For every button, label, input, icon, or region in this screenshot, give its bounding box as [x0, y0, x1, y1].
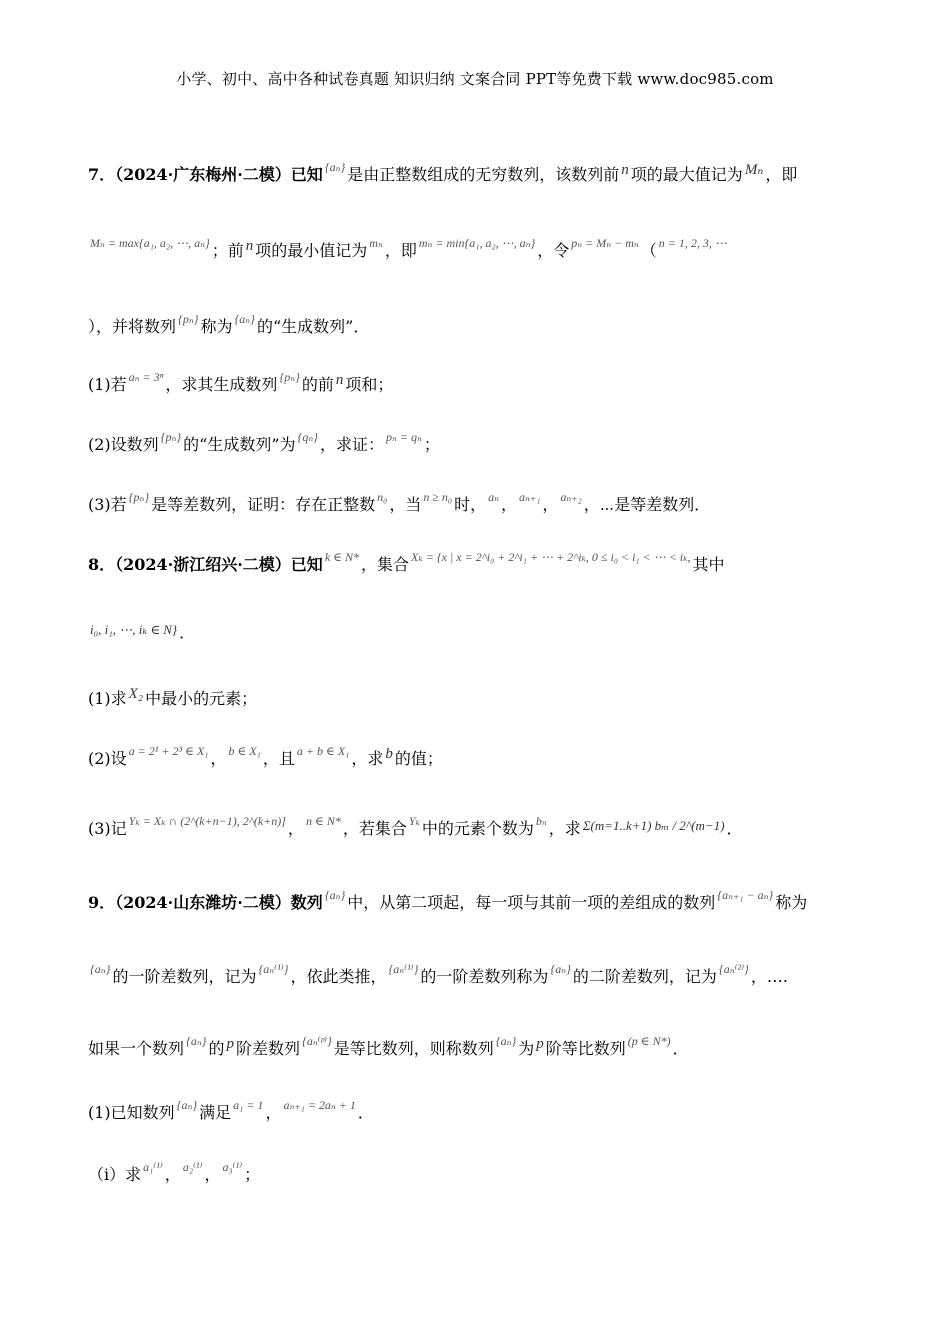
- page-header: 小学、初中、高中各种试卷真题 知识归纳 文案合同 PPT等免费下载 www.doc985.com: [176, 70, 774, 88]
- q8-part-3: (3)记 $^{Y_k = X_k \cap (2\^{}(k+n-1), 2\^{}(k+n)]}$ ， $^{n \in N*}$ ，若集合 $^{Y_k}$ 中的元素个数为 $^{b_n}$ ，求 $^{\Sigma(m=1..k+1) b_m / 2\^{}(m-1)}$ ．: [88, 814, 743, 838]
- q9-part-1: (1)已知数列 $^{\{a_n\}}$ 满足 $^{a_1 = 1}$ ， $^{a_{n+1} = 2a_n + 1}$ ．: [88, 1098, 374, 1122]
- q7-label: 7．（2024·广东梅州·二模）已知: [88, 165, 323, 184]
- q9-line-3: 如果一个数列 $^{\{a_n\}}$ 的 p 阶差数列 $^{\{a_n^(ᵖ^)\}}$ 是等比数列，则称数列 $^{\{a_n\}}$ 为 p 阶等比数列 $^{(p \in N*)}$ ．: [88, 1034, 689, 1058]
- math-an: {aₙ}: [324, 160, 346, 174]
- q8-line-1: 8．（2024·浙江绍兴·二模）已知 $^{k \in N*}$ ，集合 $^{X_k = \{x | x = 2\^{}i_0 + 2\^{}i_1 + \cdots + 2\^{}i_k, 0 \le i_0 < i_1 < \cdots < i_k,}$ 其中: [88, 550, 725, 574]
- q7-line-2: $^{M_n = max\{a_1, a_2, \cdots, a_n\}}$ ；前 n 项的最小值记为 $^{m_n}$ ，即 $^{m_n = min\{a_1, a_2, \cdots, a_n\}}$ ，令 $^{p_n = M_n - m_n}$ （ $^{n = 1, 2, 3, \cdots}$: [90, 236, 727, 260]
- q9-part-1-i: （ⅰ）求 $^{a_1^{(1)}}$ ， $^{a_2^{(1)}}$ ， $^{a_3^{(1)}}$ ；: [88, 1160, 261, 1184]
- q9-line-2: $^{\{a_n\}}$ 的一阶差数列，记为 $^{\{a_n^{(1)}\}}$ ，依此类推， $^{\{a_n^{(1)}\}}$ 的一阶差数列称为 $^{\{a_n\}}$ 的二阶差数列，记为 $^{\{a_n^{(2)}\}}$ ，….: [90, 962, 788, 986]
- q7-line-3: ），并将数列 $^{\{p_n\}}$ 称为 $^{\{a_n\}}$ 的“生成数列”．: [88, 312, 370, 336]
- q8-line-2: $^{i_0, i_1, \cdots, i_k \in N\}}$ ．: [90, 622, 196, 642]
- q7-part-2: (2)设数列 $^{\{p_n\}}$ 的“生成数列”为 $^{\{q_n\}}$ ，求证： $^{p_n = q_n}$ ；: [88, 430, 440, 454]
- q9-line-1: 9．（2024·山东潍坊·二模）数列 $^{\{a_n\}}$ 中，从第二项起，每一项与其前一项的差组成的数列 $^{\{a_{n+1} - a_n\}}$ 称为: [88, 888, 808, 912]
- q7-part-3: (3)若 $^{\{p_n\}}$ 是等差数列，证明：存在正整数 $^{n_0}$ ，当 $^{n \ge n_0}$ 时， $^{a_n}$ ， $^{a_{n+1}}$ ， $^{a_{n+2}}$ ，⋯是等差数列．: [88, 490, 711, 514]
- q9-label: 9．（2024·山东潍坊·二模）数列: [88, 893, 323, 912]
- q7-line-1: 7．（2024·广东梅州·二模）已知 $^{\{a_n\}}$ 是由正整数组成的无穷数列，该数列前 n 项的最大值记为 Mₙ ，即: [88, 160, 798, 184]
- q7-part-1: (1)若 $^{a_n = 3^n}$ ，求其生成数列 $^{\{p_n\}}$ 的前 n 项和；: [88, 370, 394, 394]
- q8-part-1: (1)求 X₂ 中最小的元素；: [88, 686, 258, 708]
- q8-part-2: (2)设 $^{a = 2^1 + 2^3 \in X_1}$ ， $^{b \in X_1}$ ，且 $^{a + b \in X_1}$ ，求 b 的值；: [88, 744, 443, 768]
- q8-label: 8．（2024·浙江绍兴·二模）已知: [88, 555, 323, 574]
